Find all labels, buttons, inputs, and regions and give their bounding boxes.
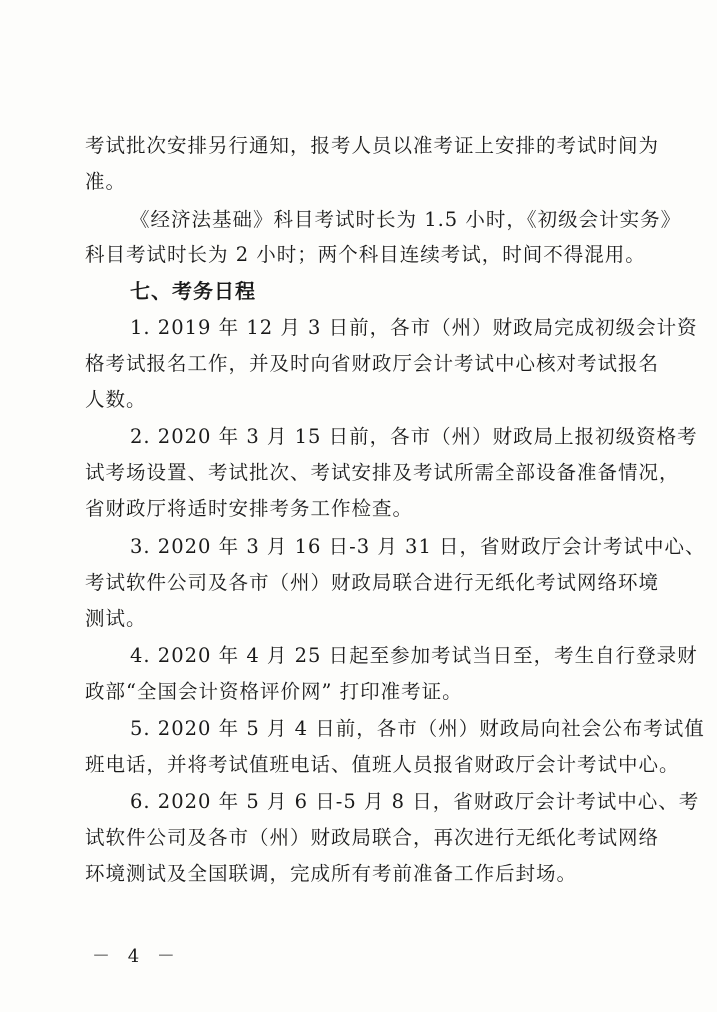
text-line: 试考场设置、考试批次、考试安排及考试所需全部设备准备情况， [85,461,680,484]
text-line: 5. 2020 年 5 月 4 日前，各市（州）财政局向社会公布考试值 [130,717,705,740]
text-line: 环境测试及全国联调，完成所有考前准备工作后封场。 [85,862,578,885]
text-line: 试软件公司及各市（州）财政局联合，再次进行无纸化考试网络 [85,826,660,849]
text-line: 班电话，并将考试值班电话、值班人员报省财政厅会计考试中心。 [85,753,680,776]
text-line: 6. 2020 年 5 月 6 日-5 月 8 日，省财政厅会计考试中心、考 [130,790,700,813]
text-line: 人数。 [85,388,147,411]
text-line: 3. 2020 年 3 月 16 日-3 月 31 日，省财政厅会计考试中心、 [130,535,706,558]
text-line: 测试。 [85,607,147,630]
text-line: 1. 2019 年 12 月 3 日前，各市（州）财政局完成初级会计资 [130,316,698,339]
section-heading: 七、考务日程 [130,279,256,303]
page-number: － 4 － [92,946,181,967]
text-line: 考试软件公司及各市（州）财政局联合进行无纸化考试网络环境 [85,571,660,594]
text-line: 《经济法基础》科目考试时长为 1.5 小时，《初级会计实务》 [130,208,682,231]
text-line: 科目考试时长为 2 小时；两个科目连续考试，时间不得混用。 [85,243,646,266]
text-line: 2. 2020 年 3 月 15 日前，各市（州）财政局上报初级资格考 [130,425,698,448]
text-line: 4. 2020 年 4 月 25 日起至参加考试当日至，考生自行登录财 [130,644,698,667]
text-line: 省财政厅将适时安排考务工作检查。 [85,497,414,520]
text-line: 准。 [85,170,127,193]
text-line: 格考试报名工作，并及时向省财政厅会计考试中心核对考试报名 [85,352,660,375]
text-line: 政部“全国会计资格评价网” 打印准考证。 [85,680,463,703]
text-line: 考试批次安排另行通知，报考人员以准考证上安排的考试时间为 [85,134,660,157]
